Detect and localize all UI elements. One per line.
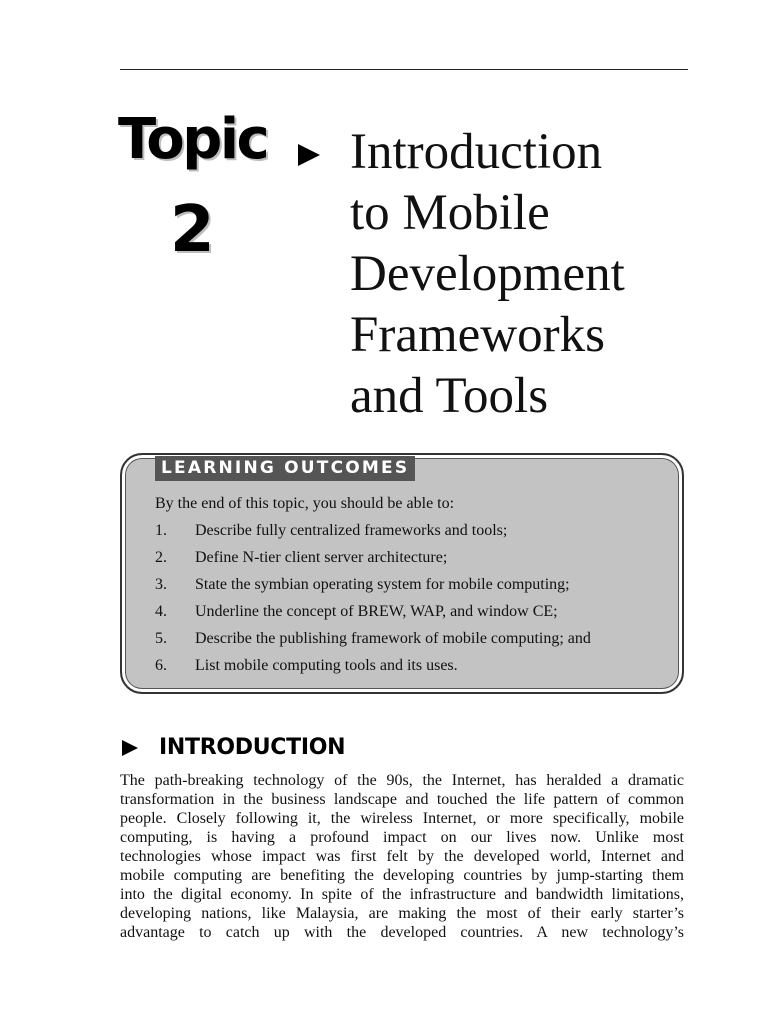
list-item-text: Describe the publishing framework of mobile computing; and [195, 630, 591, 647]
paragraph-line: advantage to catch up with the developed countries. A new technology’s [120, 924, 684, 941]
list-item [155, 548, 591, 575]
list-item-text: Describe fully centralized frameworks and tools; [195, 522, 508, 539]
chapter-title-line: Development [350, 246, 625, 302]
paragraph-line: developing nations, like Malaysia, are making the most of their early starter’s [120, 905, 684, 922]
paragraph-line: The path-breaking technology of the 90s, the Internet, has heralded a dramatic [120, 772, 684, 789]
section-arrow-icon [122, 740, 138, 756]
learning-outcomes-label: LEARNING OUTCOMES [155, 456, 415, 481]
list-item-text: State the symbian operating system for mobile computing; [195, 576, 570, 593]
list-item-number: 5. [155, 630, 167, 647]
list-item [155, 656, 591, 683]
learning-outcomes-list [155, 521, 591, 683]
title-arrow-icon [298, 144, 320, 166]
list-item [155, 602, 591, 629]
paragraph-line: technologies whose impact was first felt by the developed world, Internet and [120, 848, 684, 865]
section-heading: INTRODUCTION [159, 735, 346, 760]
paragraph-line: mobile computing are benefiting the developing countries by jump-starting them [120, 867, 684, 884]
paragraph-line: transformation in the business landscape and touched the life pattern of common [120, 791, 684, 808]
chapter-title-line: Introduction [350, 124, 603, 180]
list-item [155, 521, 591, 548]
paragraph-line: people. Closely following it, the wireless Internet, or more specifically, mobile [120, 810, 684, 827]
introduction-paragraph [120, 771, 684, 942]
list-item [155, 629, 591, 656]
top-rule [120, 69, 688, 70]
list-item-number: 4. [155, 603, 167, 620]
list-item-text: List mobile computing tools and its uses. [195, 657, 458, 674]
list-item-number: 6. [155, 657, 167, 674]
learning-outcomes-intro: By the end of this topic, you should be able to: [155, 495, 455, 512]
list-item-text: Define N-tier client server architecture; [195, 549, 448, 566]
topic-label: Topic [118, 107, 268, 172]
list-item-number: 2. [155, 549, 167, 566]
chapter-title-line: and Tools [350, 368, 549, 424]
list-item-text: Underline the concept of BREW, WAP, and window CE; [195, 603, 558, 620]
list-item [155, 575, 591, 602]
list-item-number: 3. [155, 576, 167, 593]
list-item-number: 1. [155, 522, 167, 539]
chapter-title-line: to Mobile [350, 185, 550, 241]
chapter-title [350, 122, 680, 427]
chapter-title-line: Frameworks [350, 307, 605, 363]
paragraph-line: computing, is having a profound impact on our lives now. Unlike most [120, 829, 684, 846]
paragraph-line: into the digital economy. In spite of the infrastructure and bandwidth limitations, [120, 886, 684, 903]
topic-number: 2 [170, 193, 215, 267]
